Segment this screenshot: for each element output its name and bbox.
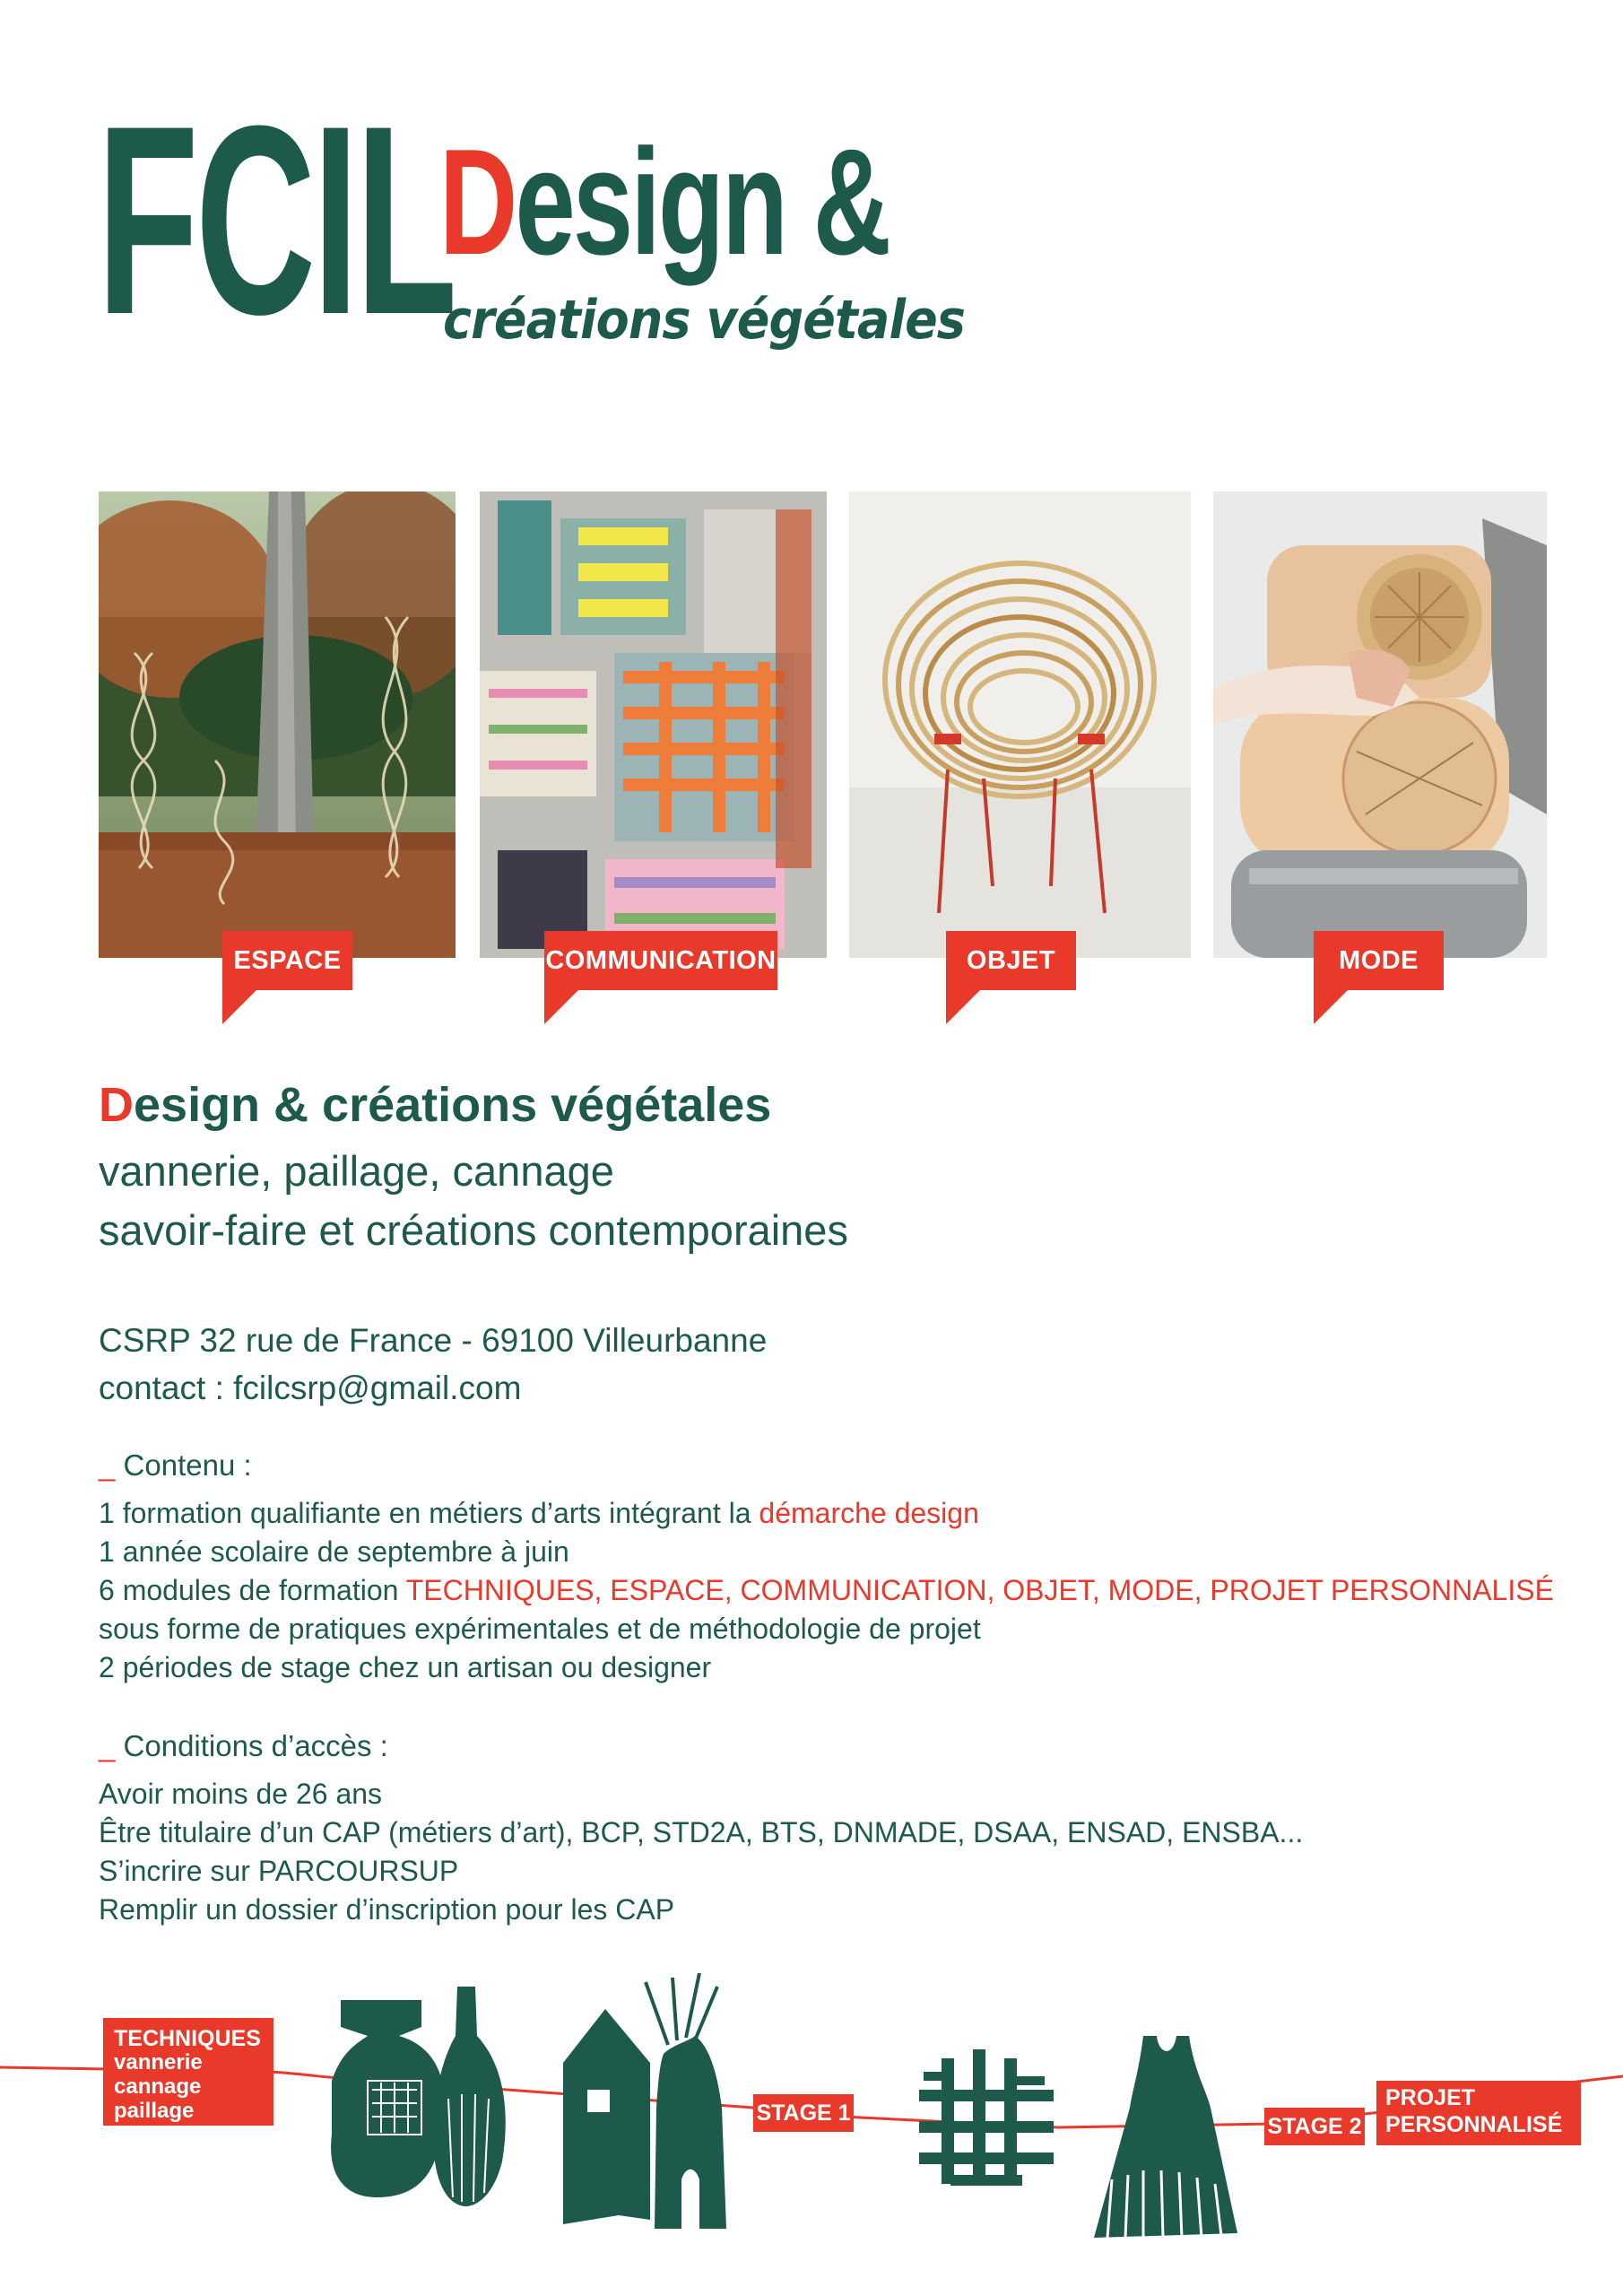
house-icon (563, 2009, 650, 2224)
techniques-item-vannerie: vannerie (114, 2050, 203, 2074)
tipi-icon (646, 1973, 726, 2229)
contenu-heading-text: Contenu : (123, 1448, 252, 1482)
contenu-line-3-text: 6 modules de formation (99, 1574, 406, 1606)
tag-espace: ESPACE (222, 931, 352, 990)
contenu-heading (99, 1446, 252, 1485)
contenu-line-1 (99, 1493, 979, 1533)
logo-design-initial: D (439, 117, 516, 286)
address: CSRP 32 rue de France - 69100 Villeurbanne (99, 1322, 768, 1359)
photo-espace (99, 491, 456, 958)
conditions-heading (99, 1726, 388, 1766)
logo-design-rest: esign & (515, 117, 890, 286)
main-title (99, 1076, 771, 1134)
techniques-item-paillage: paillage (114, 2099, 195, 2123)
main-title-rest: esign & créations végétales (134, 1078, 772, 1132)
weave-icon (919, 2049, 1054, 2186)
projet-line-1: PROJET (1385, 2085, 1476, 2110)
techniques-title: TECHNIQUES (114, 2026, 261, 2051)
subtitle-techniques: vannerie, paillage, cannage (99, 1147, 614, 1195)
contenu-line-3-highlight: TECHNIQUES, ESPACE, COMMUNICATION, OBJET, MODE, PROJET PERSONNALISÉ (405, 1574, 1554, 1606)
projet-box (1376, 2081, 1581, 2145)
contenu-line-4: sous forme de pratiques expérimentales et de méthodologie de projet (99, 1613, 981, 1645)
stage-1-label: STAGE 1 (753, 2094, 854, 2132)
techniques-item-cannage: cannage (114, 2074, 202, 2099)
photo-objet (849, 491, 1191, 958)
contenu-line-5: 2 périodes de stage chez un artisan ou designer (99, 1651, 712, 1683)
tag-mode: MODE (1314, 931, 1444, 990)
vase-icon (331, 2000, 445, 2197)
contact-email: contact : fcilcsrp@gmail.com (99, 1370, 522, 1406)
techniques-box (103, 2018, 273, 2126)
main-title-initial: D (99, 1078, 134, 1132)
contenu-line-2: 1 année scolaire de septembre à juin (99, 1535, 569, 1568)
stage-2-label: STAGE 2 (1264, 2108, 1365, 2145)
contenu-line-3 (99, 1570, 1554, 1610)
dress-icon (1094, 2036, 1237, 2238)
projet-line-2: PERSONNALISÉ (1385, 2112, 1563, 2137)
logo-subtitle: créations végétales (443, 289, 966, 352)
contenu-line-1-text: 1 formation qualifiante en métiers d’arts intégrant la (99, 1497, 759, 1529)
logo-design (439, 117, 890, 286)
conditions-heading-text: Conditions d’accès : (123, 1729, 388, 1762)
logo-fcil: FCIL (97, 69, 455, 370)
tag-communication: COMMUNICATION (544, 931, 777, 990)
contenu-heading-mark: _ (99, 1448, 116, 1482)
subtitle-savoir-faire: savoir-faire et créations contemporaines (99, 1206, 848, 1254)
conditions-line-4: Remplir un dossier d’inscription pour les CAP (99, 1893, 675, 1926)
timeline (0, 1973, 1623, 2269)
conditions-line-1: Avoir moins de 26 ans (99, 1778, 383, 1810)
bottle-icon (433, 1987, 506, 2206)
conditions-line-2: Être titulaire d’un CAP (métiers d’art), BCP, STD2A, BTS, DNMADE, DSAA, ENSAD, ENSBA... (99, 1816, 1304, 1848)
photo-communication (480, 491, 827, 958)
tag-objet: OBJET (946, 931, 1076, 990)
contenu-line-1-highlight: démarche design (759, 1497, 979, 1529)
conditions-line-3: S’incrire sur PARCOURSUP (99, 1855, 459, 1887)
conditions-heading-mark: _ (99, 1729, 116, 1762)
photo-mode (1213, 491, 1547, 958)
